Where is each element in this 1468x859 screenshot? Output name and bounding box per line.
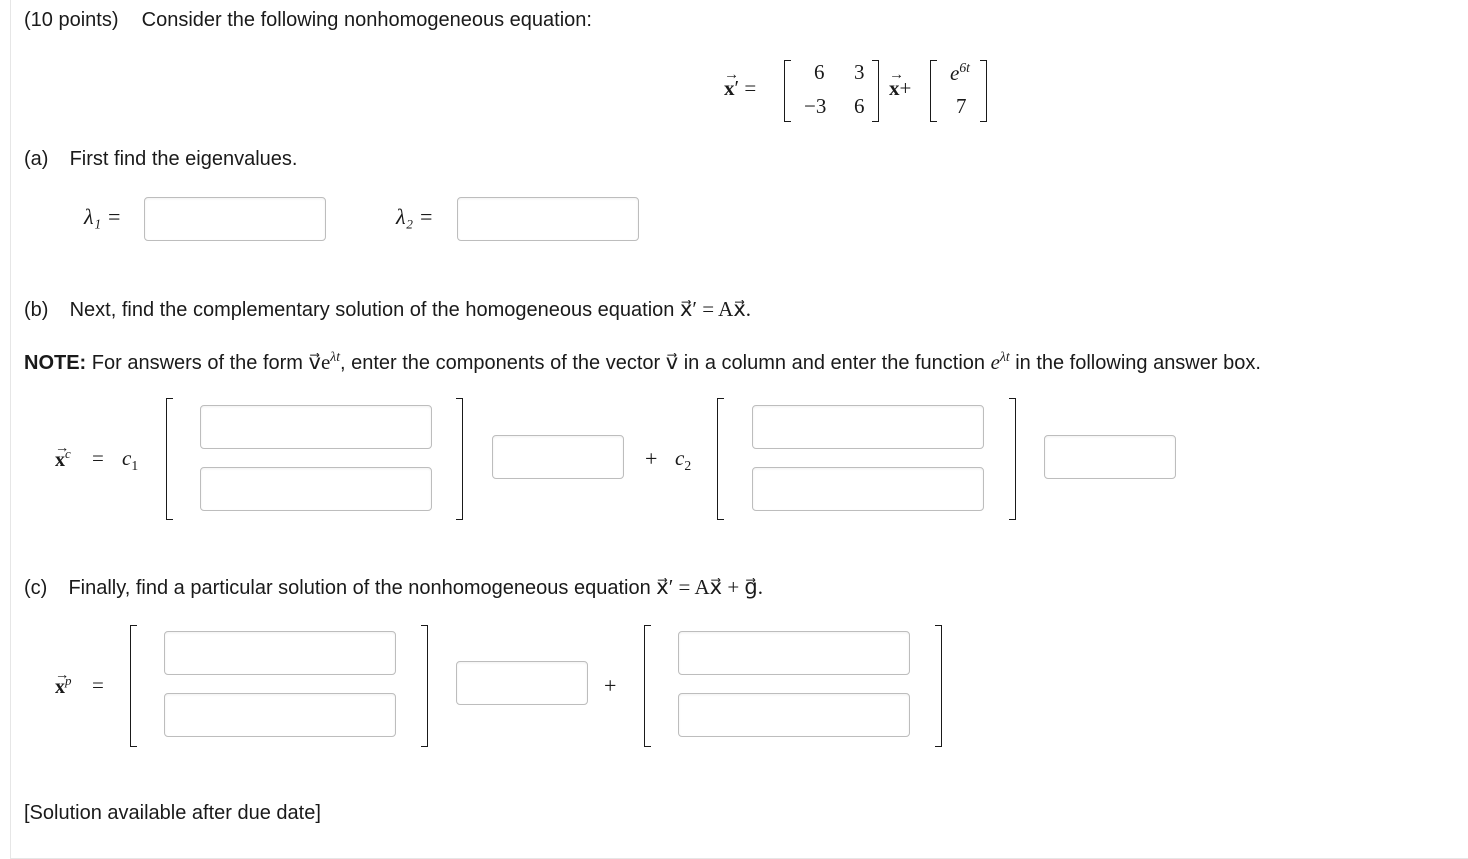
lambda1-input[interactable] bbox=[145, 198, 325, 240]
v1-bottom-input[interactable] bbox=[200, 467, 432, 511]
note-text-3: in a column and enter the function bbox=[683, 352, 986, 374]
lambda2-label: λ₂ = bbox=[396, 204, 434, 229]
p1-left-bracket bbox=[130, 625, 137, 747]
part-c-equation: x⃗′ = Ax⃗ + g⃗. bbox=[656, 575, 763, 599]
v1-left-bracket bbox=[166, 398, 173, 520]
p2-bottom-input[interactable] bbox=[678, 693, 910, 737]
v2-top-input[interactable] bbox=[752, 405, 984, 449]
lambda1-input-box[interactable] bbox=[144, 197, 326, 241]
p2-left-bracket bbox=[644, 625, 651, 747]
v1-top-input[interactable] bbox=[200, 405, 432, 449]
part-c-text: Finally, find a particular solution of the nonhomogeneous equation bbox=[68, 577, 651, 599]
equation-lhs: → x′ = bbox=[724, 76, 756, 101]
v1-bottom-field[interactable] bbox=[201, 468, 431, 510]
note-vector: v⃗ bbox=[665, 350, 679, 374]
matrix-a21: −3 bbox=[804, 94, 827, 118]
note-text-4: in the following answer box. bbox=[1015, 352, 1261, 374]
v2-bottom-field[interactable] bbox=[753, 468, 983, 510]
matrix-right-bracket bbox=[872, 60, 879, 122]
xc-label: → $x^c$ bbox=[55, 446, 71, 472]
part-b-heading bbox=[24, 297, 751, 322]
forcing-bottom: 7 bbox=[956, 94, 967, 118]
lambda2-input-box[interactable] bbox=[457, 197, 639, 241]
f1-field[interactable] bbox=[493, 436, 623, 478]
p1-top-input[interactable] bbox=[164, 631, 396, 675]
forcing-top: $e^{6t}$ bbox=[950, 60, 970, 85]
pf-field[interactable] bbox=[457, 662, 587, 704]
f2-field[interactable] bbox=[1045, 436, 1175, 478]
note-text-2: , enter the components of the vector bbox=[339, 352, 661, 374]
forcing-left-bracket bbox=[930, 60, 937, 122]
v2-left-bracket bbox=[717, 398, 724, 520]
lambda1-label: λ₁ = bbox=[84, 204, 122, 229]
p2-top-field[interactable] bbox=[679, 632, 909, 674]
v2-bottom-input[interactable] bbox=[752, 467, 984, 511]
matrix-a11: 6 bbox=[814, 60, 825, 84]
problem-header bbox=[24, 9, 592, 32]
forcing-right-bracket bbox=[980, 60, 987, 122]
v2-top-field[interactable] bbox=[753, 406, 983, 448]
part-a-label: (a) bbox=[24, 148, 49, 170]
part-a-text: First find the eigenvalues. bbox=[69, 148, 298, 170]
f2-input[interactable] bbox=[1044, 435, 1176, 479]
note-bold: NOTE: bbox=[24, 352, 87, 374]
f1-input[interactable] bbox=[492, 435, 624, 479]
matrix-a12: 3 bbox=[854, 60, 865, 84]
p1-bottom-field[interactable] bbox=[165, 694, 395, 736]
pf-input[interactable] bbox=[456, 661, 588, 705]
part-b-text: Next, find the complementary solution of the homogeneous equation bbox=[69, 299, 675, 321]
p2-top-input[interactable] bbox=[678, 631, 910, 675]
p1-top-field[interactable] bbox=[165, 632, 395, 674]
part-b-label: (b) bbox=[24, 299, 49, 321]
xc-equals: = bbox=[92, 446, 104, 470]
note-text-1: For answers of the form bbox=[91, 352, 303, 374]
lambda2-input[interactable] bbox=[458, 198, 638, 240]
xp-equals: = bbox=[92, 673, 104, 697]
v1-right-bracket bbox=[456, 398, 463, 520]
problem-prompt: Consider the following nonhomogeneous equation: bbox=[141, 9, 592, 31]
p1-bottom-input[interactable] bbox=[164, 693, 396, 737]
c2-coefficient: $c_2$ bbox=[675, 446, 692, 474]
part-b-note bbox=[24, 349, 1261, 375]
equation-mid: → x+ bbox=[889, 76, 911, 101]
xp-plus: + bbox=[604, 673, 617, 698]
solution-note: [Solution available after due date] bbox=[24, 802, 321, 824]
xp-label: → $x^p$ bbox=[55, 673, 72, 699]
v2-right-bracket bbox=[1009, 398, 1016, 520]
note-exp-function: $e^{\lambda t}$ bbox=[990, 349, 1010, 374]
c1-coefficient: $c_1$ bbox=[122, 446, 139, 474]
p2-right-bracket bbox=[935, 625, 942, 747]
matrix-a22: 6 bbox=[854, 94, 865, 118]
v1-top-field[interactable] bbox=[201, 406, 431, 448]
part-c-label: (c) bbox=[24, 577, 48, 599]
points-label: (10 points) bbox=[24, 9, 119, 31]
xc-plus: + bbox=[645, 446, 658, 471]
p1-right-bracket bbox=[421, 625, 428, 747]
part-b-equation: x⃗′ = Ax⃗. bbox=[679, 297, 752, 321]
matrix-left-bracket bbox=[784, 60, 791, 122]
p2-bottom-field[interactable] bbox=[679, 694, 909, 736]
part-a-heading bbox=[24, 148, 297, 171]
system-equation bbox=[722, 58, 1002, 124]
note-form: $v⃗e^{\lambda t}$ bbox=[308, 349, 340, 374]
part-c-heading bbox=[24, 575, 763, 600]
